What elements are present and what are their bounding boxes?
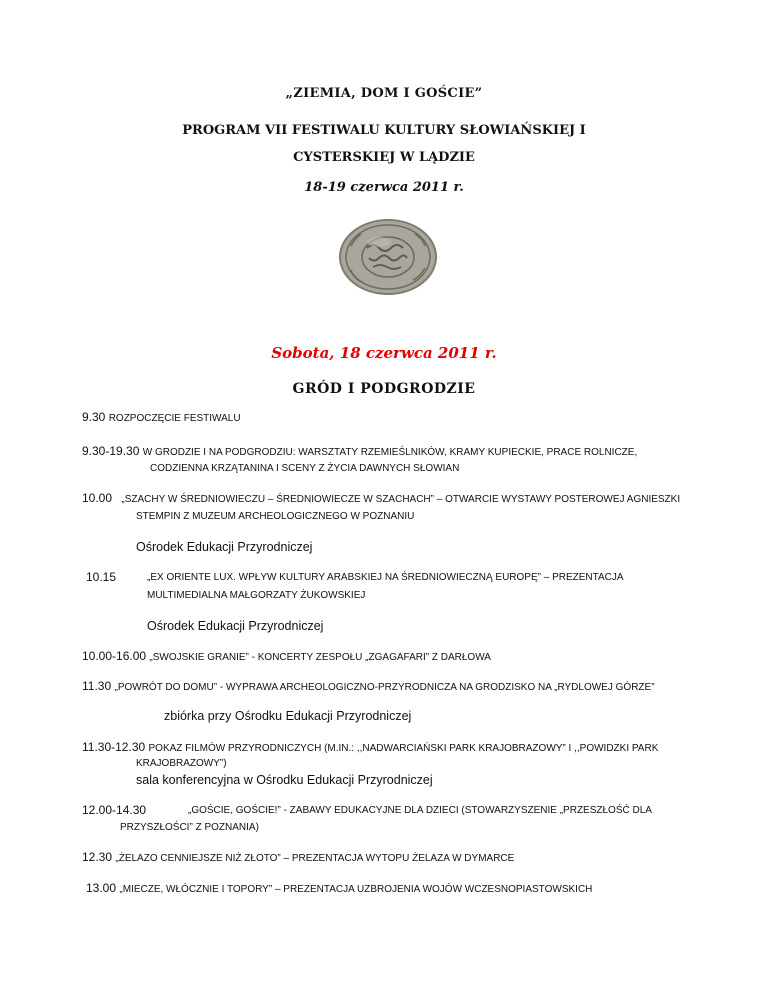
day-heading: Sobota, 18 czerwca 2011 r. (271, 344, 497, 362)
program-title-line1: PROGRAM VII FESTIWALU KULTURY SŁOWIAŃSKIEJ I (182, 123, 586, 138)
event-row (82, 678, 655, 696)
event-time: 12.30 (82, 850, 113, 864)
document-title: „ZIEMIA, DOM I GOŚCIE” (285, 86, 483, 101)
event-row (82, 409, 241, 427)
event-time: 10.00 (82, 491, 113, 505)
event-text: „GOŚCIE, GOŚCIE!” - ZABAWY EDUKACYJNE DLA DZIECI (STOWARZYSZENIE „PRZESZŁOŚĆ DLA (188, 805, 652, 816)
event-text-continued: KRAJOBRAZOWY”) (136, 758, 227, 769)
event-text: W GRODZIE I NA PODGRODZIU: WARSZTATY RZEMIEŚLNIKÓW, KRAMY KUPIECKIE, PRACE ROLNICZE, (142, 447, 638, 458)
event-text: „SZACHY W ŚREDNIOWIECZU – ŚREDNIOWIECZE W SZACHACH” – OTWARCIE WYSTAWY POSTEROWEJ AGNIESZKI (121, 494, 681, 505)
festival-dates: 18-19 czerwca 2011 r. (304, 180, 464, 195)
event-venue: Ośrodek Edukacji Przyrodniczej (136, 540, 313, 554)
event-text: ROZPOCZĘCIE FESTIWALU (108, 413, 241, 424)
event-text: „MIECZE, WŁÓCZNIE I TOPORY” – PREZENTACJA UZBROJENIA WOJÓW WCZESNOPIASTOWSKICH (119, 884, 593, 895)
event-time: 12.00-14.30 (82, 803, 147, 817)
event-row (82, 490, 680, 508)
event-text-continued: MULTIMEDIALNA MAŁGORZATY ŻUKOWSKIEJ (147, 590, 366, 601)
event-text: POKAZ FILMÓW PRZYRODNICZYCH (M.IN.: ,,NADWARCIAŃSKI PARK KRAJOBRAZOWY” I ,,POWIDZKI PARK (148, 743, 659, 754)
event-row (82, 849, 514, 867)
event-row (82, 739, 658, 757)
event-time: 10.00-16.00 (82, 649, 147, 663)
event-row (82, 443, 637, 461)
silver-coin-image (337, 218, 439, 296)
event-text: „SWOJSKIE GRANIE” - KONCERTY ZESPOŁU „ZGAGAFARI” Z DARŁOWA (149, 652, 491, 663)
event-text-continued: CODZIENNA KRZĄTANINA I SCENY Z ŻYCIA DAWNYCH SŁOWIAN (150, 463, 460, 474)
event-time: 10.15 (86, 570, 117, 584)
event-venue: Ośrodek Edukacji Przyrodniczej (147, 619, 324, 633)
event-text: „ŻELAZO CENNIEJSZE NIŻ ZŁOTO” – PREZENTACJA WYTOPU ŻELAZA W DYMARCE (115, 853, 515, 864)
event-venue: zbiórka przy Ośrodku Edukacji Przyrodniczej (164, 709, 412, 723)
event-time: 9.30 (82, 410, 106, 424)
event-row (86, 880, 592, 898)
event-time: 13.00 (86, 881, 117, 895)
program-title-line2: CYSTERSKIEJ W LĄDZIE (293, 150, 475, 165)
event-time: 9.30-19.30 (82, 444, 140, 458)
event-text: „EX ORIENTE LUX. WPŁYW KULTURY ARABSKIEJ NA ŚREDNIOWIECZNĄ EUROPĘ” – PREZENTACJA (147, 572, 624, 583)
event-time: 11.30 (82, 679, 112, 693)
section-heading: GRÓD I PODGRODZIE (292, 381, 476, 397)
event-time: 11.30-12.30 (82, 740, 146, 754)
event-text-continued: PRZYSZŁOŚCI” Z POZNANIA) (120, 822, 259, 833)
event-text: „POWRÓT DO DOMU” - WYPRAWA ARCHEOLOGICZNO-PRZYRODNICZA NA GRODZISKO NA „RYDLOWEJ GÓRZE” (114, 682, 655, 693)
event-text-continued: STEMPIN Z MUZEUM ARCHEOLOGICZNEGO W POZNANIU (136, 511, 415, 522)
event-row (82, 648, 491, 666)
event-venue: sala konferencyjna w Ośrodku Edukacji Przyrodniczej (136, 773, 433, 787)
